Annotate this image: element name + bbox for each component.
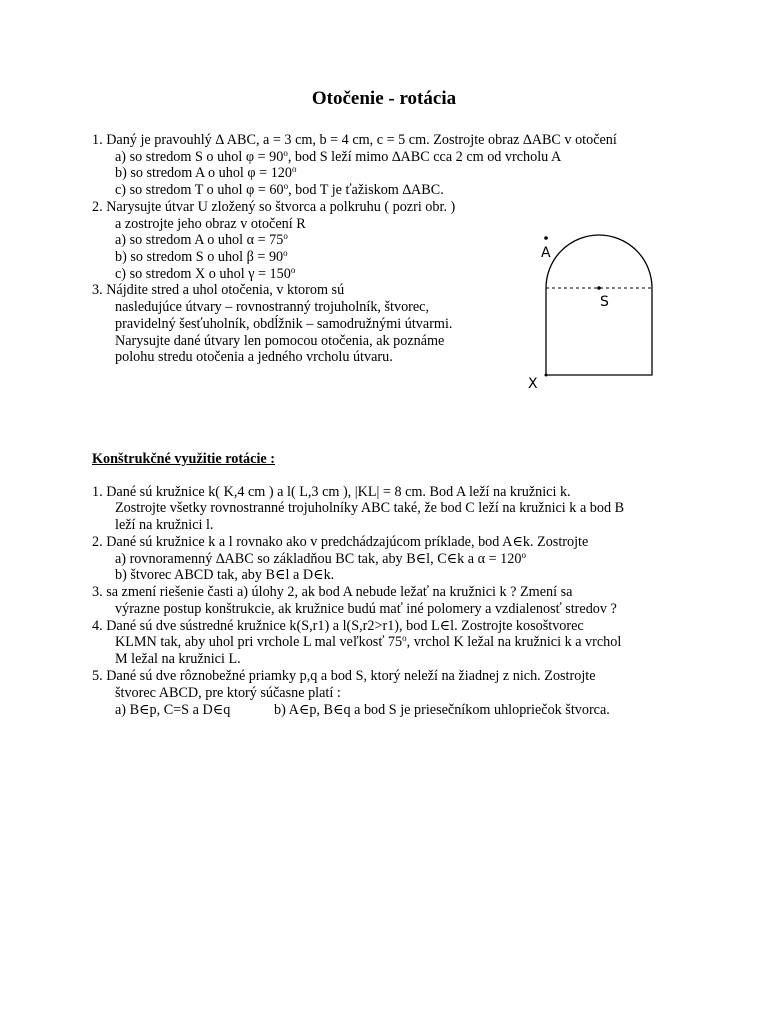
task-4-line: M ležal na kružnici L. [115, 651, 241, 667]
page-title: Otočenie - rotácia [311, 88, 457, 109]
shape-figure [520, 230, 670, 400]
exercise-2b: b) so stredom S o uhol $\beta = 90^o$ [115, 248, 288, 265]
task-5-line: 5. Dané sú dve rôznobežné priamky p,q a bod S, ktorý neleží na žiadnej z nich. Zostrojte [92, 668, 596, 684]
exercise-2c: c) so stredom X o uhol $\gamma = 150^o$ [115, 265, 296, 282]
exercise-3-line: polohu stredu otočenia a jedného vrcholu útvaru. [115, 349, 393, 365]
task-5b: b) A∈p, B∈q a bod S je priesečníkom uhlopriečok štvorca. [274, 702, 610, 718]
shape-outline [546, 235, 652, 375]
exercise-2-line: a zostrojte jeho obraz v otočení R [115, 216, 306, 232]
task-3-line: 3. sa zmení riešenie časti a) úlohy 2, ak bod A nebude ležať na kružnici k ? Zmení sa [92, 584, 573, 600]
task-2-line: 2. Dané sú kružnice k a l rovnako ako v predchádzajúcom príklade, bod A∈k. Zostrojte [92, 534, 589, 550]
task-2b: b) štvorec ABCD tak, aby B∈l a D∈k. [115, 567, 335, 583]
exercise-1-line: 1. Daný je pravouhlý ∆ ABC, a = 3 cm, b = 4 cm, c = 5 cm. Zostrojte obraz ∆ABC v otočení [92, 132, 617, 148]
task-1-line: Zostrojte všetky rovnostranné trojuholníky ABC také, že bod C leží na kružnici k a bod B [115, 500, 625, 516]
point-s-dot [597, 286, 601, 290]
exercise-2a: a) so stredom A o uhol $\alpha = 75^o$ [115, 231, 288, 248]
task-4-line: KLMN tak, aby uhol pri vrchole L mal veľkosť 75$^o$, vrchol K ležal na kružnici k a vrchol [115, 633, 622, 650]
section-heading: Konštrukčné využitie rotácie : [92, 451, 275, 467]
task-2a: a) rovnoramenný ∆ABC so základňou BC tak, aby B∈l, C∈k a $\alpha = 120^o$ [115, 550, 526, 567]
task-4-line: 4. Dané sú dve sústredné kružnice k(S,r1) a l(S,r2>r1), bod L∈l. Zostrojte kosoštvorec [92, 618, 584, 634]
exercise-3-line: 3. Nájdite stred a uhol otočenia, v ktorom sú [92, 282, 345, 298]
label-x: X [528, 376, 538, 392]
task-3-line: výrazne postup konštrukcie, ak kružnice budú mať iné polomery a vzdialenosť stredov ? [115, 601, 617, 617]
label-a: A [541, 245, 551, 261]
task-1-line: 1. Dané sú kružnice k( K,4 cm ) a l( L,3 cm ), |KL| = 8 cm. Bod A leží na kružnici k. [92, 484, 571, 500]
point-a-dot [544, 236, 548, 240]
exercise-1c: c) so stredom T o uhol $\varphi = 60^o$, bod T je ťažiskom ∆ABC. [115, 181, 444, 198]
exercise-3-line: nasledujúce útvary – rovnostranný trojuholník, štvorec, [115, 299, 430, 315]
point-x-dot [545, 374, 548, 377]
task-1-line: leží na kružnici l. [115, 517, 214, 533]
task-5-line: štvorec ABCD, pre ktorý súčasne platí : [115, 685, 341, 701]
exercise-3-line: Narysujte dané útvary len pomocou otočenia, ak poznáme [115, 333, 445, 349]
exercise-1b: b) so stredom A o uhol $\varphi = 120^o$ [115, 164, 297, 181]
exercise-1a: a) so stredom S o uhol $\varphi = 90^o$, bod S leží mimo ∆ABC cca 2 cm od vrcholu A [115, 148, 562, 165]
task-5a: a) B∈p, C=S a D∈q [115, 702, 231, 718]
exercise-2-line: 2. Narysujte útvar U zložený so štvorca a polkruhu ( pozri obr. ) [92, 199, 456, 215]
label-s: S [600, 294, 609, 310]
exercise-3-line: pravidelný šesťuholník, obdĺžnik – samodružnými útvarmi. [115, 316, 453, 332]
